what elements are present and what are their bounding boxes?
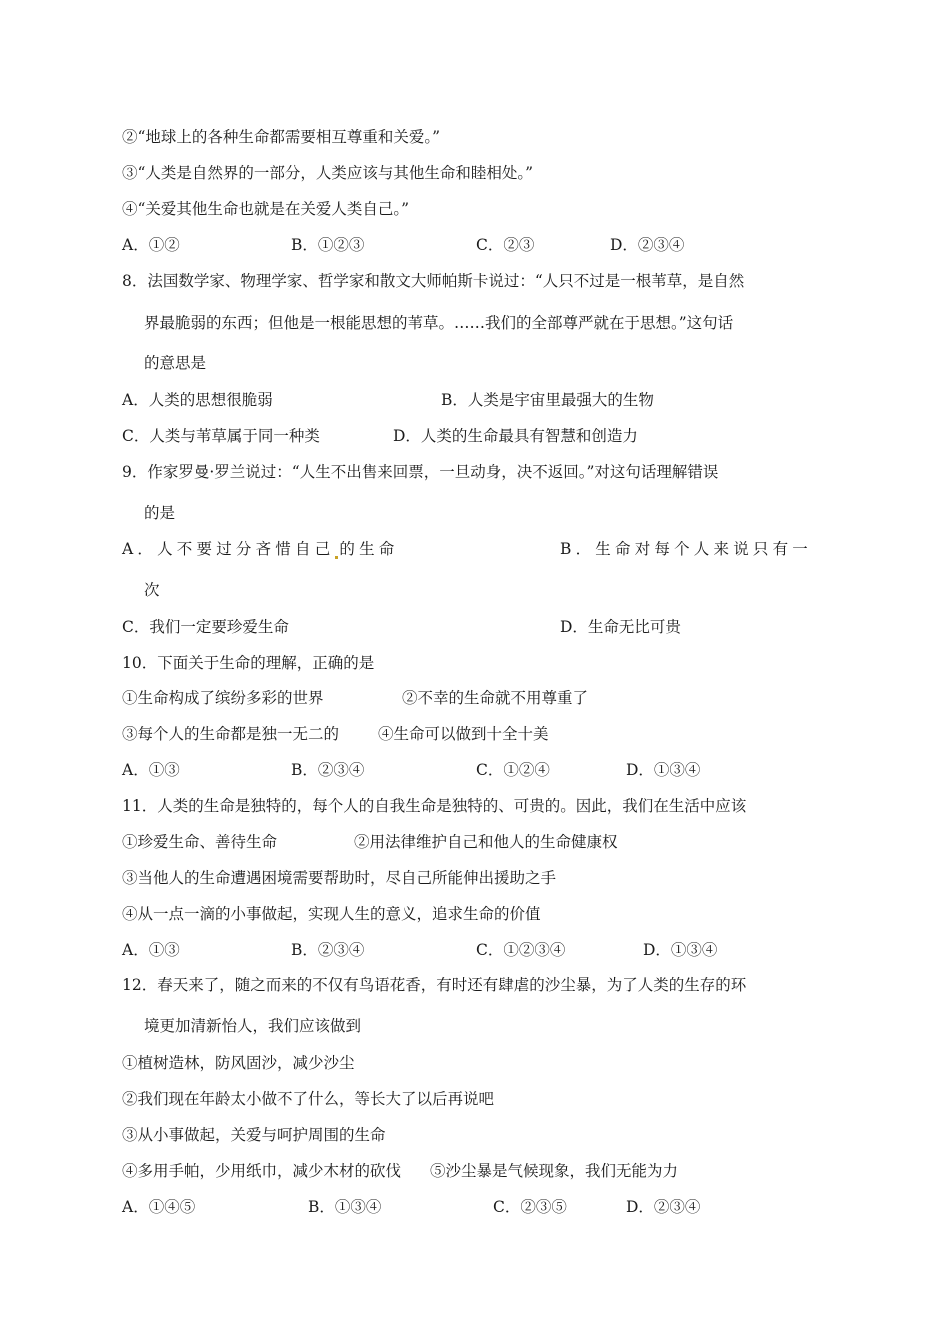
q7-statement-4: ④“关爱其他生命也就是在关爱人类自己。” [122,200,410,218]
q12-stem-line1: 12．春天来了，随之而来的不仅有鸟语花香，有时还有肆虐的沙尘暴，为了人类的生存的环 [122,976,747,994]
q7-statement-3: ③“人类是自然界的一部分，人类应该与其他生命和睦相处。” [122,164,534,182]
q12-option-b: B．①③④ [308,1198,382,1216]
q10-option-c: C．①②④ [476,761,550,779]
q11-statement-2: ②用法律维护自己和他人的生命健康权 [354,833,618,851]
q8-stem-line2: 界最脆弱的东西；但他是一根能思想的苇草。……我们的全部尊严就在于思想。”这句话 [144,314,734,332]
q9-option-a-part2: 的生命 [339,540,399,558]
q12-statement-4: ④多用手帕，少用纸巾，减少木材的砍伐 [122,1162,402,1180]
q11-stem: 11．人类的生命是独特的，每个人的自我生命是独特的、可贵的。因此，我们在生活中应该 [122,797,747,815]
q7-option-c: C．②③ [476,236,535,254]
q7-option-a: A．①② [122,236,180,254]
q11-option-d: D．①③④ [643,941,718,959]
q9-option-d: D．生命无比可贵 [560,618,681,636]
q11-option-a: A．①③ [122,941,180,959]
q9-option-c: C．我们一定要珍爱生命 [122,618,289,636]
q11-option-b: B．②③④ [291,941,365,959]
q10-statement-2: ②不幸的生命就不用尊重了 [402,689,589,707]
q10-statement-4: ④生命可以做到十全十美 [378,725,549,743]
q8-option-a: A．人类的思想很脆弱 [122,391,273,409]
q7-option-b: B．①②③ [291,236,365,254]
q10-option-d: D．①③④ [626,761,701,779]
q8-option-d: D．人类的生命最具有智慧和创造力 [393,427,638,445]
q7-option-d: D．②③④ [610,236,685,254]
q12-option-d: D．②③④ [626,1198,701,1216]
q12-statement-3: ③从小事做起，关爱与呵护周围的生命 [122,1126,386,1144]
q12-stem-line2: 境更加清新怡人，我们应该做到 [144,1017,362,1035]
q7-statement-2: ②“地球上的各种生命都需要相互尊重和关爱。” [122,128,441,146]
q11-statement-1: ①珍爱生命、善待生命 [122,833,278,851]
q9-option-b-continued: 次 [144,581,160,599]
q8-option-c: C．人类与苇草属于同一种类 [122,427,320,445]
q8-option-b: B．人类是宇宙里最强大的生物 [441,391,654,409]
stray-dot-mark [335,556,338,559]
q11-statement-3: ③当他人的生命遭遇困境需要帮助时，尽自己所能伸出援助之手 [122,869,557,887]
q9-option-a-part1: A．人不要过分吝惜自己 [122,540,335,558]
q10-option-a: A．①③ [122,761,180,779]
q10-statement-1: ①生命构成了缤纷多彩的世界 [122,689,324,707]
q9-option-a [122,539,399,559]
q10-option-b: B．②③④ [291,761,365,779]
q12-statement-1: ①植树造林，防风固沙，减少沙尘 [122,1054,355,1072]
q12-option-a: A．①④⑤ [122,1198,196,1216]
q12-statement-2: ②我们现在年龄太小做不了什么，等长大了以后再说吧 [122,1090,495,1108]
q11-option-c: C．①②③④ [476,941,566,959]
q10-statement-3: ③每个人的生命都是独一无二的 [122,725,340,743]
q8-stem-line1: 8．法国数学家、物理学家、哲学家和散文大师帕斯卡说过：“人只不过是一根苇草，是自然 [122,272,745,290]
q9-stem-line1: 9．作家罗曼·罗兰说过：“人生不出售来回票，一旦动身，决不返回。”对这句话理解错误 [122,463,719,481]
q8-stem-line3: 的意思是 [144,354,207,372]
q9-stem-line2: 的是 [144,504,176,522]
q9-option-b: B．生命对每个人来说只有一 [560,540,812,558]
q11-statement-4: ④从一点一滴的小事做起，实现人生的意义，追求生命的价值 [122,905,541,923]
q12-statement-5: ⑤沙尘暴是气候现象，我们无能为力 [430,1162,679,1180]
q12-option-c: C．②③⑤ [493,1198,567,1216]
q10-stem: 10．下面关于生命的理解，正确的是 [122,654,375,672]
